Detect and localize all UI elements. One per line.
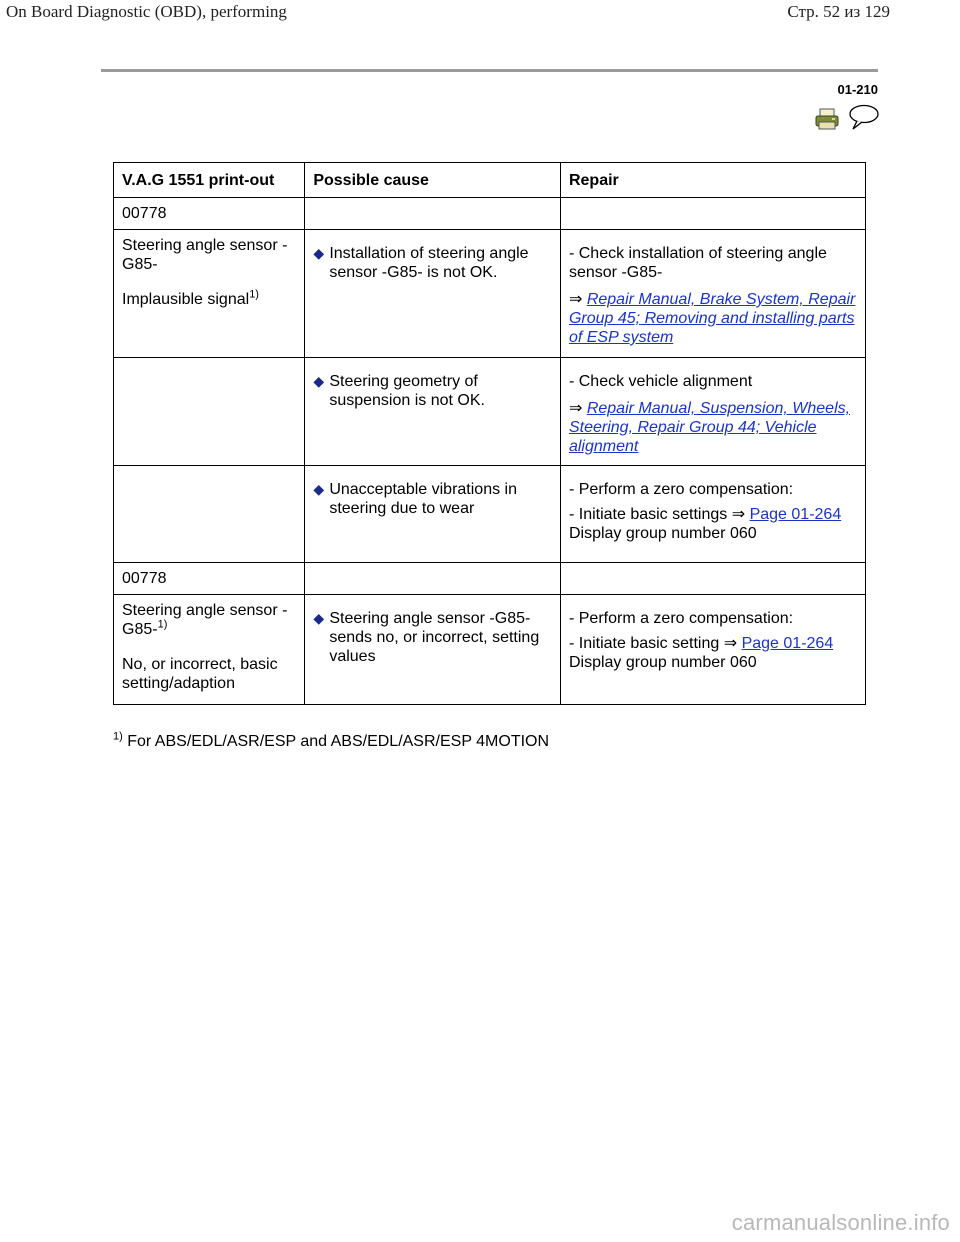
page-link[interactable]: Page 01-264 [749,506,842,523]
cause-item [313,609,552,666]
repair-reference: - Initiate basic settings ⇒ Page 01-264 Display group number 060 [568,506,842,542]
empty-cell [114,466,305,563]
table-row [114,595,866,705]
repair-manual-link[interactable]: Repair Manual, Suspension, Wheels, Steering, Repair Group 44; Vehicle alignment [568,400,851,455]
arrow-right-icon: ⇒ [568,291,583,308]
repair-reference [569,290,857,347]
cause-text: Steering angle sensor -G85- sends no, or incorrect, setting values [329,610,540,665]
column-header-printout: V.A.G 1551 print-out [114,163,305,198]
repair-cell [560,466,865,563]
fault-code: 00778 [114,563,305,595]
fault-text: Steering angle sensor -G85-$^{1)}$ [122,602,288,638]
diagnostic-table [113,162,866,705]
column-header-repair: Repair [560,163,865,198]
table-row [114,358,866,466]
table-row-fault-code [114,563,866,595]
window-header [0,0,960,26]
empty-cell [560,198,865,230]
help-balloon-icon[interactable] [847,104,879,130]
footnote-marker: 1) [157,618,168,631]
cause-cell [305,230,561,358]
repair-step: - Perform a zero compensation: [568,610,794,627]
cause-cell [305,358,561,466]
cause-cell [305,466,561,563]
empty-cell [305,198,561,230]
repair-step: - Perform a zero compensation: [568,481,794,498]
page-code: 01-210 [837,82,878,97]
arrow-right-icon: ⇒ [723,635,738,652]
fault-detail: Implausible signal$^{1)}$ [122,288,259,308]
table-row-fault-code [114,198,866,230]
empty-cell [114,358,305,466]
page-counter: Стр. 52 из 129 [787,2,890,21]
fault-detail: No, or incorrect, basic setting/adaption [122,656,278,692]
table-row [114,230,866,358]
table-header-row [114,163,866,198]
cause-item [313,244,552,282]
footnote-marker: 1) [113,730,123,743]
diamond-bullet-icon: ◆ [313,610,325,626]
repair-step: - Check installation of steering angle sensor -G85- [568,245,827,281]
empty-cell [560,563,865,595]
cause-cell [305,595,561,705]
column-header-cause: Possible cause [305,163,561,198]
table-row [114,466,866,563]
cause-item [313,372,552,410]
printout-cell [114,230,305,358]
cause-text: Steering geometry of suspension is not OK. [329,373,485,409]
watermark-text: carmanualsonline.info [731,1210,950,1235]
repair-cell [560,595,865,705]
repair-reference [569,399,857,456]
arrow-right-icon: ⇒ [568,400,583,417]
repair-cell [560,358,865,466]
fault-code: 00778 [114,198,305,230]
repair-cell [560,230,865,358]
header-rule [101,69,878,72]
cause-item [313,480,552,518]
repair-reference: - Initiate basic setting ⇒ Page 01-264 Display group number 060 [568,635,834,671]
footnote-marker: 1) [249,288,259,301]
diamond-bullet-icon: ◆ [313,245,325,261]
footnote [113,730,550,751]
page-link[interactable]: Page 01-264 [741,635,834,652]
fault-text: Steering angle sensor -G85- [122,237,288,273]
diamond-bullet-icon: ◆ [313,373,325,389]
empty-cell [305,563,561,595]
footnote-text: For ABS/EDL/ASR/ESP and ABS/EDL/ASR/ESP 4MOTION [127,733,550,750]
document-title: On Board Diagnostic (OBD), performing [6,2,287,21]
printer-icon[interactable] [815,108,839,130]
repair-step: - Check vehicle alignment [568,373,753,390]
diamond-bullet-icon: ◆ [313,481,325,497]
repair-manual-link[interactable]: Repair Manual, Brake System, Repair Group 45; Removing and installing parts of ESP system [568,291,856,346]
cause-text: Installation of steering angle sensor -G85- is not OK. [329,245,529,281]
arrow-right-icon: ⇒ [731,506,746,523]
cause-text: Unacceptable vibrations in steering due to wear [329,481,517,517]
printout-cell [114,595,305,705]
